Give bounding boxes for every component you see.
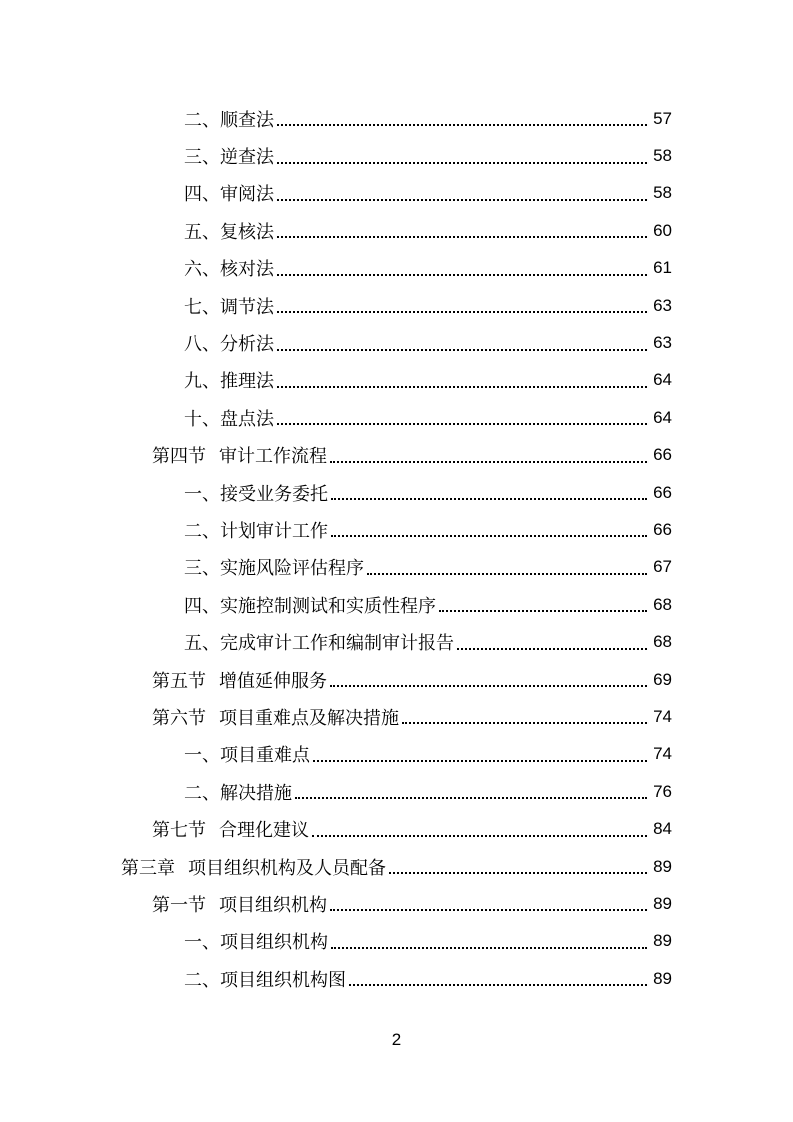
page-number: 2 [391,1030,402,1049]
toc-entry-title: 项目组织机构及人员配备 [188,857,386,879]
dot-leader [313,759,647,762]
dot-leader [349,983,647,986]
toc-entry-page: 66 [653,482,672,502]
toc-entry-title: 核对法 [220,259,274,281]
dot-leader [330,684,647,687]
toc-entry-title: 合理化建议 [219,820,309,842]
toc-entry[interactable] [0,549,793,586]
toc-entry-page: 67 [653,557,672,577]
toc-entry[interactable] [0,586,793,623]
dot-leader [277,123,647,126]
dot-leader [277,385,647,388]
toc-entry[interactable] [0,137,793,174]
toc-entry-page: 66 [653,519,672,539]
dot-leader [277,161,647,164]
toc-entry-page: 66 [653,445,672,465]
toc-entry-page: 64 [653,407,672,427]
dot-leader [277,310,647,313]
toc-entry-number: 一、 [184,483,220,505]
toc-entry-page: 61 [653,258,672,278]
dot-leader [277,198,647,201]
toc-entry-page: 89 [653,931,672,951]
toc-entry-title: 实施风险评估程序 [220,558,364,580]
toc-entry-number: 第三章 [121,857,175,879]
toc-entry[interactable] [0,698,793,735]
toc-entry-number: 八、 [184,334,220,356]
toc-entry-page: 60 [653,220,672,240]
toc-entry-page: 64 [653,370,672,390]
dot-leader [312,834,647,837]
toc-entry-title: 项目重难点及解决措施 [219,707,399,729]
toc-entry-page: 68 [653,594,672,614]
toc-entry[interactable] [0,175,793,212]
toc-entry-number: 第四节 [152,446,206,468]
toc-entry-number: 第一节 [152,894,206,916]
toc-entry-number: 一、 [184,745,220,767]
dot-leader [331,946,647,949]
toc-entry-title: 项目组织机构 [219,894,327,916]
toc-entry-page: 89 [653,893,672,913]
toc-entry-title: 审阅法 [220,184,274,206]
toc-entry[interactable] [0,362,793,399]
toc-entry-number: 三、 [184,558,220,580]
toc-entry[interactable] [0,885,793,922]
toc-entry-title: 项目重难点 [220,745,310,767]
dot-leader [389,871,647,874]
dot-leader [402,721,647,724]
toc-entry-number: 四、 [184,595,220,617]
toc-entry-page: 58 [653,183,672,203]
toc-entry-title: 项目组织机构图 [220,969,346,991]
toc-entry-title: 实施控制测试和实质性程序 [220,595,436,617]
toc-entry-title: 项目组织机构 [220,932,328,954]
toc-entry-title: 调节法 [220,296,274,318]
toc-entry-number: 二、 [184,969,220,991]
dot-leader [439,609,647,612]
toc-entry[interactable] [0,324,793,361]
toc-entry-page: 89 [653,968,672,988]
dot-leader [331,534,647,537]
toc-entry[interactable] [0,661,793,698]
toc-entry-number: 二、 [184,520,220,542]
toc-entry[interactable] [0,923,793,960]
toc-entry-number: 七、 [184,296,220,318]
toc-entry-number: 二、 [184,109,220,131]
toc-entry-page: 57 [653,108,672,128]
toc-entry-number: 十、 [184,408,220,430]
toc-entry[interactable] [0,437,793,474]
toc-entry-title: 复核法 [220,221,274,243]
dot-leader [331,497,647,500]
toc-entry-title: 推理法 [220,371,274,393]
toc-entry-page: 76 [653,781,672,801]
toc-entry-title: 接受业务委托 [220,483,328,505]
toc-entry-page: 89 [653,856,672,876]
toc-entry-title: 顺查法 [220,109,274,131]
dot-leader [367,572,647,575]
toc-entry-page: 74 [653,706,672,726]
toc-entry[interactable] [0,773,793,810]
dot-leader [457,647,647,650]
toc-entry-number: 三、 [184,147,220,169]
toc-entry[interactable] [0,287,793,324]
toc-entry-page: 58 [653,146,672,166]
toc-entry-page: 68 [653,632,672,652]
dot-leader [277,235,647,238]
toc-entry-title: 完成审计工作和编制审计报告 [220,633,454,655]
toc-entry-title: 盘点法 [220,408,274,430]
toc-entry-number: 五、 [184,633,220,655]
toc-entry-number: 第七节 [152,820,206,842]
toc-entry-number: 第六节 [152,707,206,729]
dot-leader [277,348,647,351]
toc-entry-title: 逆查法 [220,147,274,169]
toc-entry[interactable] [0,474,793,511]
toc-entry-number: 第五节 [152,670,206,692]
toc-entry-title: 增值延伸服务 [219,670,327,692]
toc-entry-page: 74 [653,744,672,764]
toc-entry-number: 四、 [184,184,220,206]
toc-entry[interactable] [0,736,793,773]
toc-entry-number: 六、 [184,259,220,281]
toc-entry[interactable] [0,100,793,137]
toc-entry-number: 九、 [184,371,220,393]
dot-leader [295,796,647,799]
toc-entry-title: 分析法 [220,334,274,356]
toc-entry[interactable] [0,623,793,660]
toc-entry-title: 审计工作流程 [219,446,327,468]
toc-entry-title: 计划审计工作 [220,520,328,542]
dot-leader [277,422,647,425]
toc-entry[interactable] [0,810,793,847]
toc-entry[interactable] [0,399,793,436]
toc-entry-number: 五、 [184,221,220,243]
toc-entry-number: 二、 [184,782,220,804]
toc-entry-page: 63 [653,295,672,315]
dot-leader [330,460,647,463]
toc-entry[interactable] [0,848,793,885]
toc-entry-page: 69 [653,669,672,689]
toc-entry-title: 解决措施 [220,782,292,804]
table-of-contents [0,100,793,997]
toc-entry-page: 63 [653,333,672,353]
toc-entry[interactable] [0,250,793,287]
toc-entry-number: 一、 [184,932,220,954]
toc-entry[interactable] [0,960,793,997]
dot-leader [277,273,647,276]
dot-leader [330,908,647,911]
toc-entry[interactable] [0,212,793,249]
toc-entry-page: 84 [653,819,672,839]
toc-entry[interactable] [0,511,793,548]
